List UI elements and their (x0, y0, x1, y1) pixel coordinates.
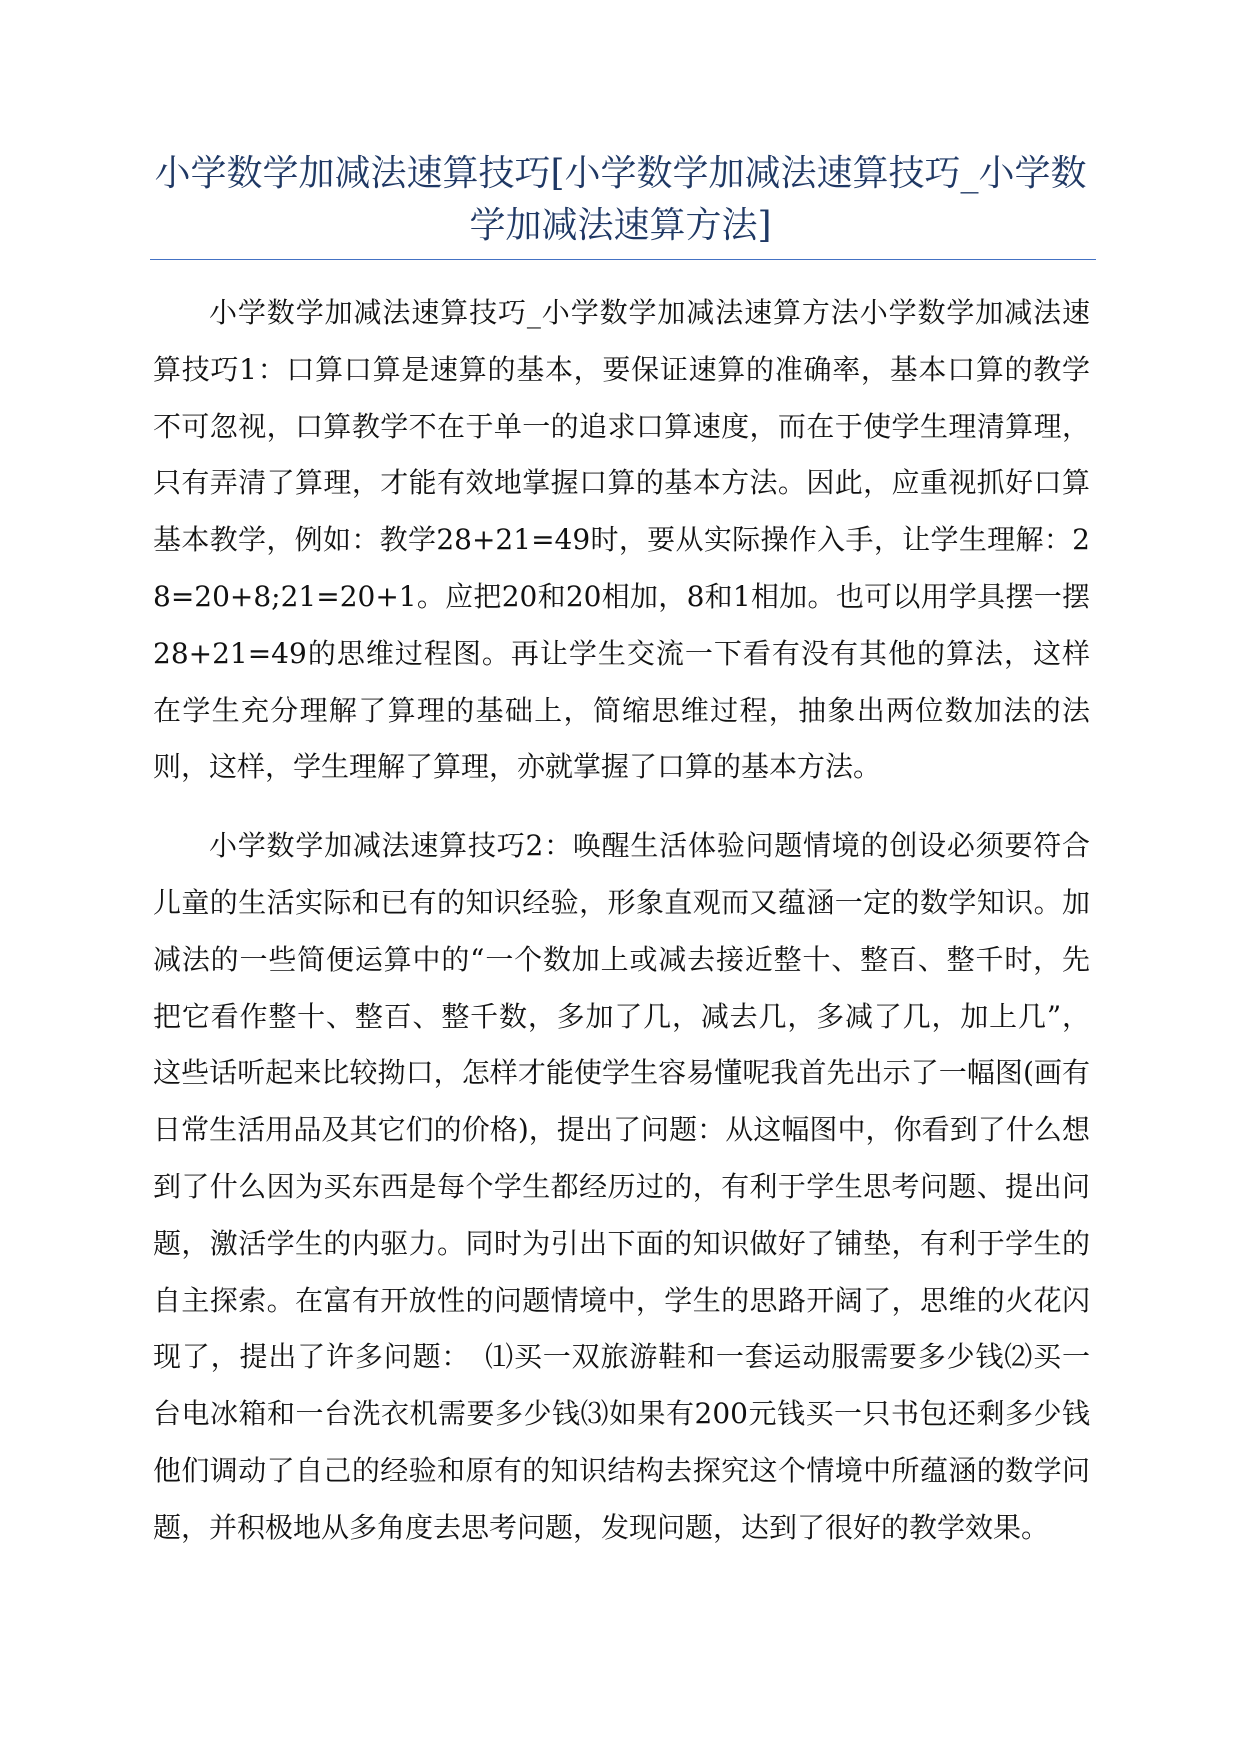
document-body (153, 285, 1090, 1579)
paragraph-tip-2: 小学数学加减法速算技巧2：唤醒生活体验问题情境的创设必须要符合儿童的生活实际和已有的知识经验，形象直观而又蕴涵一定的数学知识。加减法的一些简便运算中的“一个数加上或减去接近整十、整百、整千时，先把它看作整十、整百、整千数，多加了几，减去几，多减了几，加上几”，这些话听起来比较拗口，怎样才能使学生容易懂呢我首先出示了一幅图(画有日常生活用品及其它们的价格)，提出了问题：从这幅图中，你看到了什么想到了什么因为买东西是每个学生都经历过的，有利于学生思考问题、提出问题，激活学生的内驱力。同时为引出下面的知识做好了铺垫，有利于学生的自主探索。在富有开放性的问题情境中，学生的思路开阔了，思维的火花闪现了，提出了许多问题： ⑴买一双旅游鞋和一套运动服需要多少钱⑵买一台电冰箱和一台洗衣机需要多少钱⑶如果有200元钱买一只书包还剩多少钱他们调动了自己的经验和原有的知识结构去探究这个情境中所蕴涵的数学问题，并积极地从多角度去思考问题，发现问题，达到了很好的教学效果。 (153, 829, 1090, 1544)
paragraph-tip-1: 小学数学加减法速算技巧_小学数学加减法速算方法小学数学加减法速算技巧1：口算口算是速算的基本，要保证速算的准确率，基本口算的教学不可忽视，口算教学不在于单一的追求口算速度，而在于使学生理清算理，只有弄清了算理，才能有效地掌握口算的基本方法。因此，应重视抓好口算基本教学，例如：教学28+21=49时，要从实际操作入手，让学生理解：28=20+8;21=20+1。应把20和20相加，8和1相加。也可以用学具摆一摆28+21=49的思维过程图。再让学生交流一下看有没有其他的算法，这样在学生充分理解了算理的基础上，简缩思维过程，抽象出两位数加法的法则，这样，学生理解了算理，亦就掌握了口算的基本方法。 (153, 296, 1090, 784)
document-title: 小学数学加减法速算技巧[小学数学加减法速算技巧_小学数学加减法速算方法] (154, 153, 1087, 246)
title-underline (150, 259, 1096, 260)
